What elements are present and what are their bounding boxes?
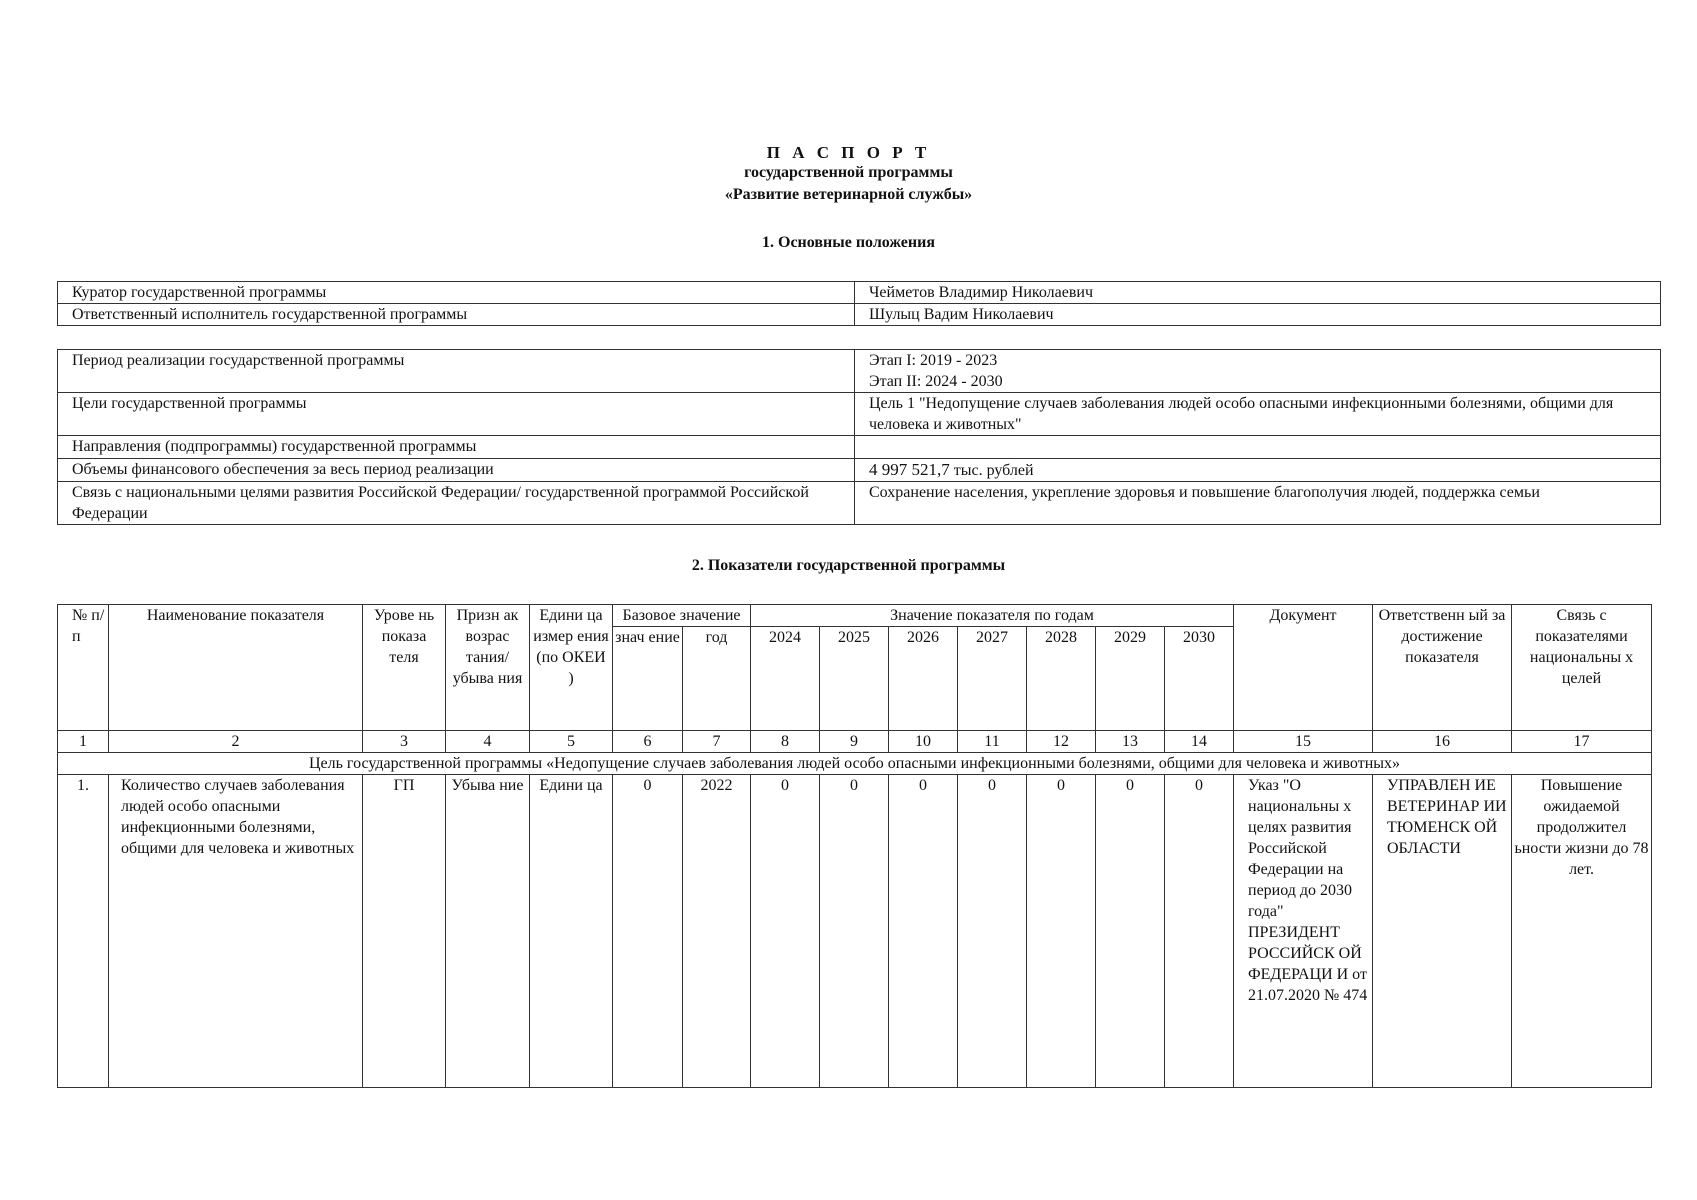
col-header-unit: Едини ца измер ения (по ОКЕИ ) (530, 605, 613, 731)
doc-subtitle-2: «Развитие ветеринарной службы» (724, 186, 973, 203)
indicators-table (57, 604, 1652, 1088)
col-number: 9 (820, 731, 889, 753)
table-row (58, 775, 1652, 1088)
col-number: 4 (446, 731, 530, 753)
directions-value (855, 436, 1661, 459)
col-header-base: Базовое значение (613, 605, 751, 627)
row-base-year: 2022 (683, 775, 751, 1088)
doc-title: П А С П О Р Т (766, 143, 931, 162)
col-header-year-2026: 2026 (889, 627, 958, 731)
col-header-year-2027: 2027 (958, 627, 1027, 731)
info-table (57, 281, 1661, 326)
executor-label: Ответственный исполнитель государственной программы (58, 304, 855, 326)
col-header-base-value: знач ение (613, 627, 683, 731)
main-provisions-table (57, 349, 1661, 525)
row-sign: Убыва ние (446, 775, 530, 1088)
finance-value (855, 459, 1661, 482)
table-row (58, 393, 1661, 436)
col-number: 12 (1027, 731, 1096, 753)
curator-label: Куратор государственной программы (58, 282, 855, 304)
directions-label: Направления (подпрограммы) государственной программы (58, 436, 855, 459)
row-national-link: Повышение ожидаемой продолжител ьности жизни до 78 лет. (1512, 775, 1652, 1088)
table-row (58, 350, 1661, 393)
col-header-year-2030: 2030 (1165, 627, 1234, 731)
national-goals-label: Связь с национальными целями развития Российской Федерации/ государственной программой Российской Федерации (58, 482, 855, 525)
period-stage-1: Этап I: 2019 - 2023 (869, 352, 998, 369)
col-header-name: Наименование показателя (109, 605, 363, 731)
row-level: ГП (363, 775, 446, 1088)
table-row (58, 482, 1661, 525)
col-number: 7 (683, 731, 751, 753)
col-header-years-group: Значение показателя по годам (751, 605, 1234, 627)
table-row (58, 436, 1661, 459)
row-value-2027: 0 (958, 775, 1027, 1088)
col-number: 5 (530, 731, 613, 753)
table-row (58, 304, 1661, 326)
row-value-2029: 0 (1096, 775, 1165, 1088)
row-value-2025: 0 (820, 775, 889, 1088)
goal-text: Цель государственной программы «Недопущение случаев заболевания людей особо опасными инфекционными болезнями, общими для человека и животных» (58, 753, 1652, 775)
col-number: 1 (58, 731, 109, 753)
col-header-year-2028: 2028 (1027, 627, 1096, 731)
col-header-resp: Ответственн ый за достижение показателя (1373, 605, 1512, 731)
row-name: Количество случаев заболевания людей особо опасными инфекционными болезнями, общими для человека и животных (109, 775, 363, 1088)
row-document: Указ "О национальны х целях развития Российской Федерации на период до 2030 года" ПРЕЗИДЕНТ РОССИЙСК ОЙ ФЕДЕРАЦИ И от 21.07.2020 № 474 (1234, 775, 1373, 1088)
period-stage-2: Этап II: 2024 - 2030 (869, 373, 1003, 390)
finance-amount: 4 997 521,7 (869, 460, 950, 479)
header-row (58, 605, 1652, 627)
col-header-year-2029: 2029 (1096, 627, 1165, 731)
col-number: 8 (751, 731, 820, 753)
table-row (58, 282, 1661, 304)
col-number: 10 (889, 731, 958, 753)
col-header-year-2025: 2025 (820, 627, 889, 731)
column-numbers-row (58, 731, 1652, 753)
col-header-level: Урове нь показа теля (363, 605, 446, 731)
table-row (58, 459, 1661, 482)
col-number: 11 (958, 731, 1027, 753)
col-number: 13 (1096, 731, 1165, 753)
col-header-base-year: год (683, 627, 751, 731)
section-1-heading: 1. Основные положения (762, 234, 935, 251)
row-unit: Едини ца (530, 775, 613, 1088)
row-value-2028: 0 (1027, 775, 1096, 1088)
col-number: 15 (1234, 731, 1373, 753)
col-number: 2 (109, 731, 363, 753)
col-header-year-2024: 2024 (751, 627, 820, 731)
row-base-value: 0 (613, 775, 683, 1088)
goals-value: Цель 1 "Недопущение случаев заболевания людей особо опасными инфекционными болезнями, общими для человека и животных" (855, 393, 1661, 436)
col-header-link: Связь с показателями национальны х целей (1512, 605, 1652, 731)
row-value-2030: 0 (1165, 775, 1234, 1088)
section-2-heading: 2. Показатели государственной программы (691, 557, 1006, 574)
period-label: Период реализации государственной программы (58, 350, 855, 393)
row-num: 1. (58, 775, 109, 1088)
executor-value: Шулыц Вадим Николаевич (855, 304, 1661, 326)
goals-label: Цели государственной программы (58, 393, 855, 436)
col-number: 6 (613, 731, 683, 753)
col-header-doc: Документ (1234, 605, 1373, 731)
col-header-num: № п/ п (58, 605, 109, 731)
finance-unit: тыс. рублей (949, 462, 1034, 479)
goal-row (58, 753, 1652, 775)
row-value-2024: 0 (751, 775, 820, 1088)
doc-subtitle-1: государственной программы (744, 164, 953, 181)
row-value-2026: 0 (889, 775, 958, 1088)
curator-value: Чейметов Владимир Николаевич (855, 282, 1661, 304)
national-goals-value: Сохранение населения, укрепление здоровья и повышение благополучия людей, поддержка семьи (855, 482, 1661, 525)
row-responsible: УПРАВЛЕН ИЕ ВЕТЕРИНАР ИИ ТЮМЕНСК ОЙ ОБЛАСТИ (1373, 775, 1512, 1088)
col-number: 14 (1165, 731, 1234, 753)
col-number: 16 (1373, 731, 1512, 753)
finance-label: Объемы финансового обеспечения за весь период реализации (58, 459, 855, 482)
col-header-sign: Призн ак возрас тания/ убыва ния (446, 605, 530, 731)
col-number: 17 (1512, 731, 1652, 753)
col-number: 3 (363, 731, 446, 753)
period-value (855, 350, 1661, 393)
